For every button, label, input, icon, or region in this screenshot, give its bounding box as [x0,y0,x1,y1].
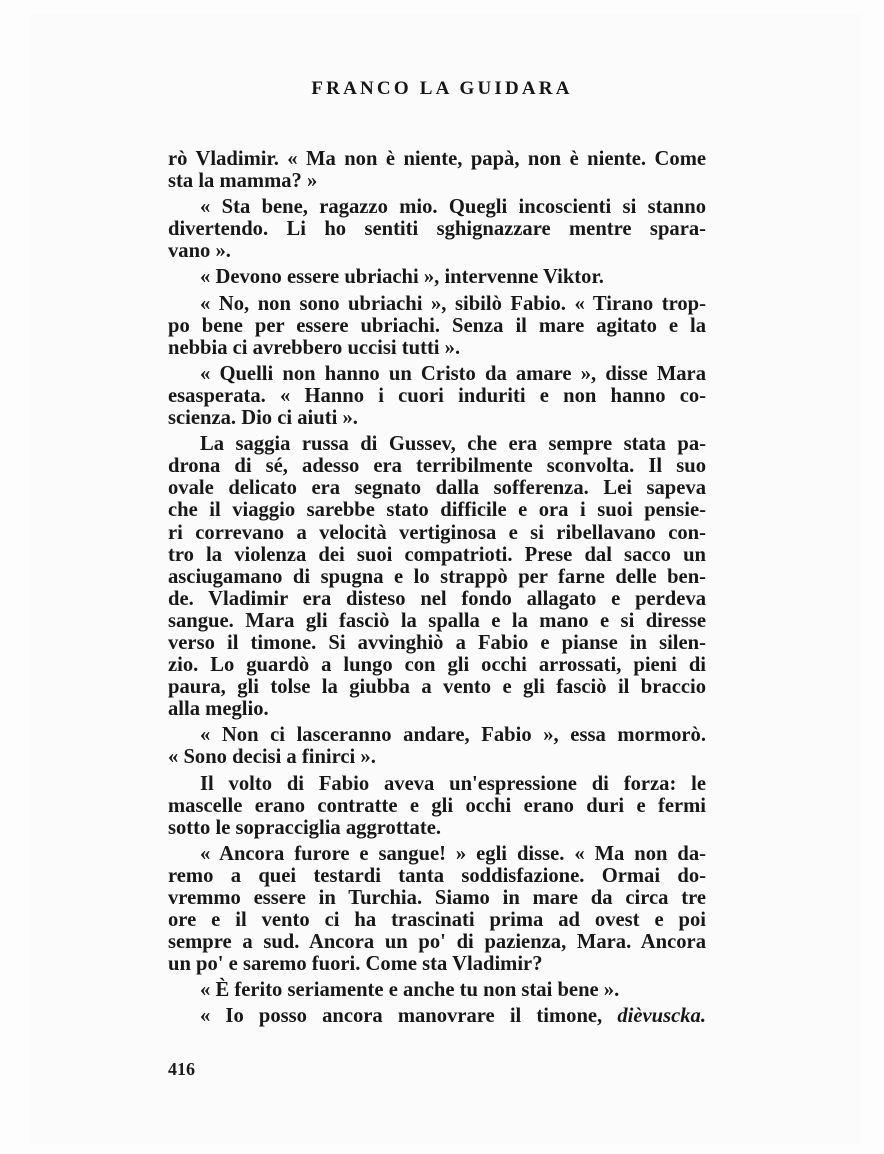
text-line: paura, gli tolse la giubba a vento e gli fasciò il braccio [168,676,706,699]
text-line: La saggia russa di Gussev, che era sempre stata pa- [200,433,706,456]
text-line: vano ». [168,240,231,263]
page-number: 416 [168,1059,195,1079]
text-line: « Non ci lasceranno andare, Fabio », essa mormorò. [200,724,706,747]
text-line: rò Vladimir. « Ma non è niente, papà, non è niente. Come [168,148,706,170]
text-line: « Sta bene, ragazzo mio. Quegli incoscienti si stanno [200,196,706,219]
text-line: verso il timone. Si avvinghiò a Fabio e pianse in silen- [168,631,706,654]
paragraph [168,196,706,262]
text-line: alla meglio. [168,698,269,721]
body-text [168,148,706,1028]
text-line: ri correvano a velocità vertiginosa e si ribellavano con- [168,521,706,544]
text-line: esasperata. « Hanno i cuori induriti e non hanno co- [168,384,706,407]
paragraph [168,266,706,288]
text-line: Il volto di Fabio aveva un'espressione di forza: le [200,772,706,795]
text-line: vremmo essere in Turchia. Siamo in mare da circa tre [168,887,706,909]
text-line: « Sono decisi a finirci ». [168,746,376,769]
text-line: « No, non sono ubriachi », sibilò Fabio. « Tirano trop- [200,292,706,315]
text-line: divertendo. Li ho sentiti sghignazzare mentre spara- [168,218,706,241]
text-line: che il viaggio sarebbe stato difficile e ora i suoi pensie- [168,499,706,522]
text-line: ovale delicato era segnato dalla sofferenza. Lei sapeva [168,477,706,500]
text-line: sta la mamma? » [168,170,318,193]
text-line: de. Vladimir era disteso nel fondo allagato e perdeva [168,587,706,610]
paragraph [168,843,706,976]
text-line: asciugamano di spugna e lo strappò per farne delle ben- [168,565,706,588]
running-head: FRANCO LA GUIDARA [311,78,573,99]
paragraph [168,293,706,359]
text-line: sempre a sud. Ancora un po' di pazienza, Mara. Ancora [168,931,706,954]
text-line: « Quelli non hanno un Cristo da amare », disse Mara [200,362,706,385]
text-line: ore e il vento ci ha trascinati prima ad ovest e poi [168,909,706,932]
paragraph [168,724,706,768]
text-line: mascelle erano contratte e gli occhi erano duri e fermi [168,794,706,817]
paragraph [168,979,706,1001]
paragraph [168,773,706,839]
paragraph [168,363,706,429]
text-line: remo a quei testardi tanta soddisfazione. Ormai do- [168,864,706,887]
italic-word: dièvuscka. [617,1005,706,1028]
text-line: tro la violenza dei suoi compatrioti. Prese dal sacco un [168,543,706,566]
text-line: po bene per essere ubriachi. Senza il mare agitato e la [168,314,706,337]
paragraph [168,433,706,720]
text-line: zio. Lo guardò a lungo con gli occhi arrossati, pieni di [168,654,706,677]
paragraph [168,1005,706,1027]
text-line: nebbia ci avrebbero uccisi tutti ». [168,336,461,359]
text-line: sangue. Mara gli fasciò la spalla e la mano e si diresse [168,609,706,632]
paragraph [168,148,706,192]
text-line [168,1005,706,1027]
text-line: « Devono essere ubriachi », intervenne Viktor. [200,266,604,289]
text-line: scienza. Dio ci aiuti ». [168,407,358,430]
text-line: drona di sé, adesso era terribilmente sconvolta. Il suo [168,455,706,478]
text-run: « Io posso ancora manovrare il timone, [200,1005,618,1028]
text-line: un po' e saremo fuori. Come sta Vladimir? [168,953,543,976]
text-line: « È ferito seriamente e anche tu non stai bene ». [200,979,620,1002]
text-line: sotto le sopracciglia aggrottate. [168,816,441,839]
text-line: « Ancora furore e sangue! » egli disse. « Ma non da- [200,842,706,865]
